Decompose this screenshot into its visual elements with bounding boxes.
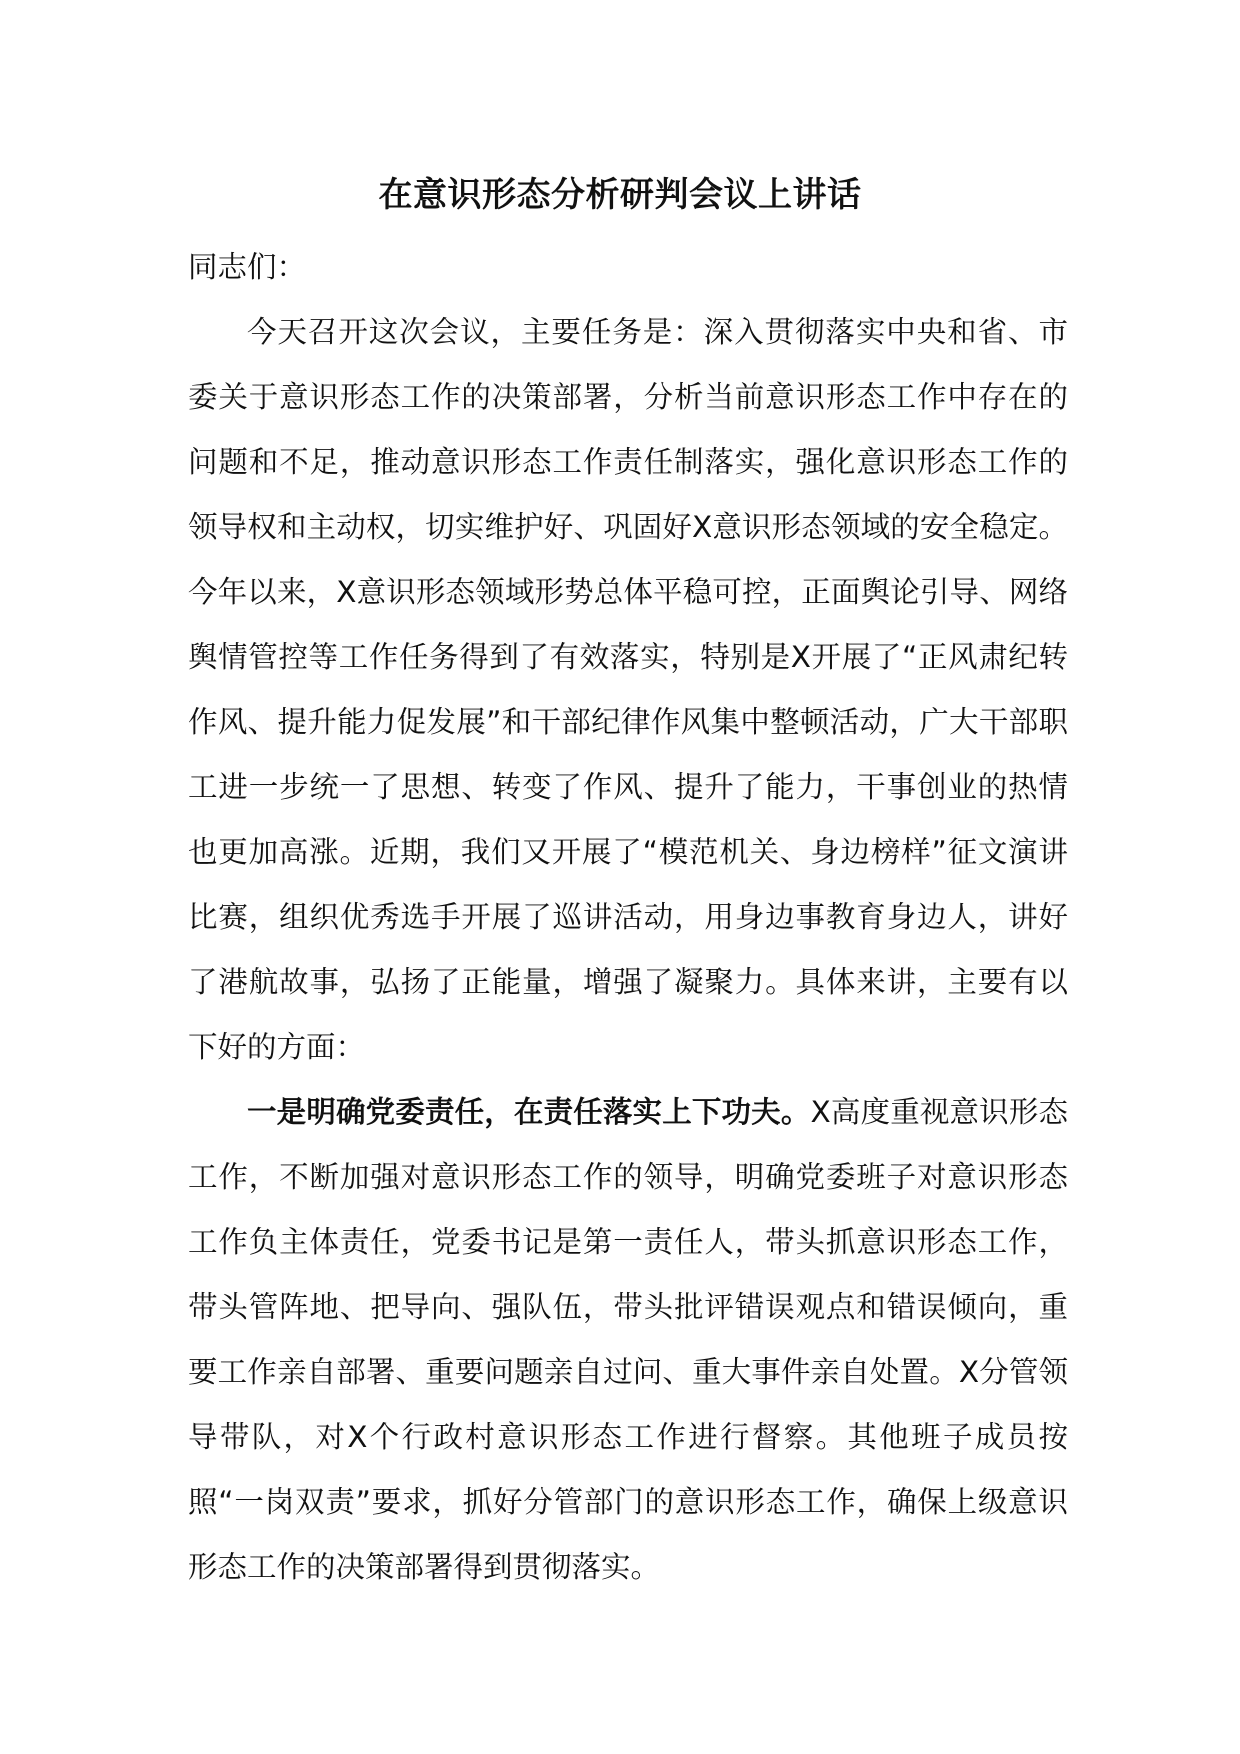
- paragraph-point-one: [188, 1080, 1068, 1600]
- paragraph-point-one-lead: 一是明确党委责任，在责任落实上下功夫。: [247, 1095, 811, 1129]
- document-title: 在意识形态分析研判会议上讲话: [378, 175, 862, 215]
- document-body: [188, 235, 1068, 1600]
- paragraph-intro: 今天召开这次会议，主要任务是：深入贯彻落实中央和省、市委关于意识形态工作的决策部署，分析当前意识形态工作中存在的问题和不足，推动意识形态工作责任制落实，强化意识形态工作的领导权和主动权，切实维护好、巩固好X意识形态领域的安全稳定。今年以来，X意识形态领域形势总体平稳可控，正面舆论引导、网络舆情管控等工作任务得到了有效落实，特别是X开展了“正风肃纪转作风、提升能力促发展”和干部纪律作风集中整顿活动，广大干部职工进一步统一了思想、转变了作风、提升了能力，干事创业的热情也更加高涨。近期，我们又开展了“模范机关、身边榜样”征文演讲比赛，组织优秀选手开展了巡讲活动，用身边事教育身边人，讲好了港航故事，弘扬了正能量，增强了凝聚力。具体来讲，主要有以下好的方面：: [188, 315, 1068, 1064]
- paragraph-point-one-text: X高度重视意识形态工作，不断加强对意识形态工作的领导，明确党委班子对意识形态工作负主体责任，党委书记是第一责任人，带头抓意识形态工作，带头管阵地、把导向、强队伍，带头批评错误观点和错误倾向，重要工作亲自部署、重要问题亲自过问、重大事件亲自处置。X分管领导带队，对X个行政村意识形态工作进行督察。其他班子成员按照“一岗双责”要求，抓好分管部门的意识形态工作，确保上级意识形态工作的决策部署得到贯彻落实。: [188, 1095, 1068, 1584]
- salutation: 同志们：: [188, 250, 307, 284]
